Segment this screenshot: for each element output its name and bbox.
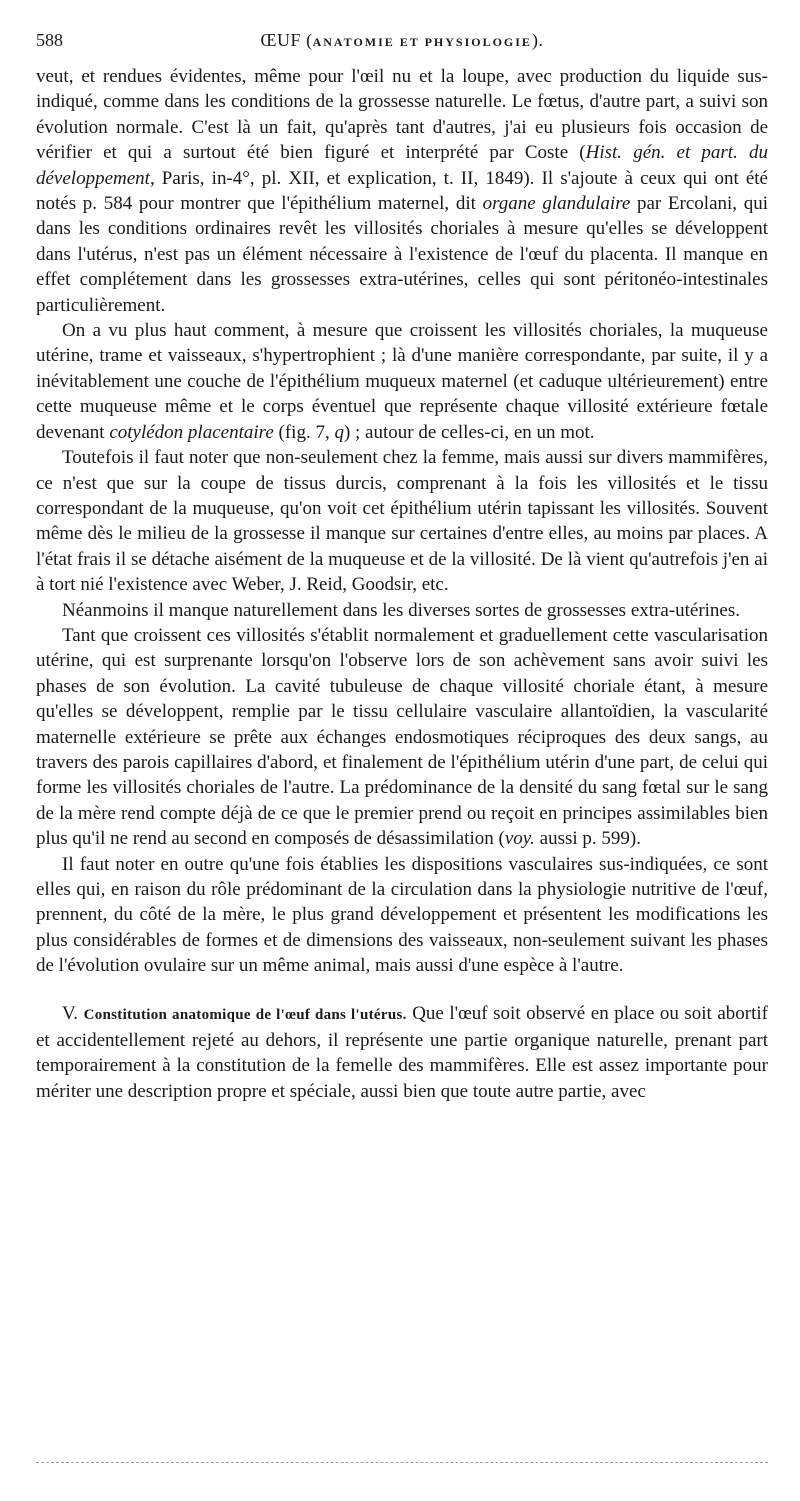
italic-run: Hist. gén. et part. du développement (36, 142, 768, 189)
text-run: Il faut noter en outre qu'une fois établies les dispositions vasculaires sus-indiquées, ce sont elles qui, en raison du rôle prédominant de la circulation dans la physiologie nutritive de l'œuf, prennent, du côté de la mère, le plus grand développement et présentent les modifications les plus considérables de formes et de dimensions des vaisseaux, non-seulement suivant les phases de l'évolution ovulaire sur un même animal, mais aussi d'une espèce à l'autre. (36, 853, 768, 977)
text-run: aussi p. 599). (534, 828, 641, 850)
page-header (36, 30, 768, 58)
text-run: Tant que croissent ces villosités s'établit normalement et graduellement cette vascularisation utérine, qui est surprenante lorsqu'on l'observe lors de son achèvement sans avoir suivi les phases de son évolution. La cavité tubuleuse de chaque villosité choriale étant, à mesure qu'elles se développent, remplie par le tissu cellulaire vasculaire allantoïdien, la vascularité maternelle extérieure se prête aux échanges endosmotiques réciproques des deux sangs, au travers des parois capillaires d'abord, et finalement de l'épithélium utérin d'une part, de celui qui forme les villosités choriales de l'autre. La prédominance de la densité du sang fœtal sur le sang de la mère rend compte déjà de ce que le premier prend ou reçoit en principes assimilables bien plus qu'il ne rend au second en composés de désassimilation ( (36, 624, 768, 850)
text-run: Néanmoins il manque naturellement dans les diverses sortes de grossesses extra-utérines. (62, 599, 741, 621)
italic-run: q (334, 421, 344, 443)
running-title (36, 30, 768, 51)
section-number: V. (62, 1002, 79, 1024)
running-title-sub: ANATOMIE ET PHYSIOLOGIE (312, 35, 532, 49)
text-run: , Paris, in-4°, pl. XII, et explication, t. II, 1849). Il s'ajoute à ceux qui ont été notés p. 584 pour montrer que l'épithélium maternel, dit (36, 167, 768, 215)
section-paragraph (36, 1001, 768, 1105)
paragraph (36, 445, 768, 597)
paragraph (36, 318, 768, 445)
section-text: Que l'œuf soit observé en place ou soit abortif et accidentellement rejeté au dehors, il représente une partie organique naturelle, prenant part temporairement à la constitution de la femelle des mammifères. Elle est assez importante pour mériter une description propre et spéciale, aussi bien que toute autre partie, avec (36, 1002, 769, 1102)
footer-rule (36, 1462, 768, 1463)
body-text (36, 64, 768, 1104)
italic-run: organe glandulaire (482, 193, 631, 215)
section-heading: Constitution anatomique de l'œuf dans l'utérus. (83, 1006, 407, 1023)
paragraph (36, 852, 768, 979)
text-run: ) ; autour de celles-ci, en un mot. (343, 421, 595, 443)
paragraph (36, 623, 768, 852)
running-title-main: ŒUF (260, 30, 302, 50)
running-title-close-paren: ). (531, 30, 544, 50)
page-number: 588 (36, 30, 63, 50)
italic-run: voy. (504, 828, 535, 850)
italic-run: cotylédon placentaire (109, 421, 274, 443)
text-run: On a vu plus haut comment, à mesure que croissent les villosités choriales, la muqueuse utérine, trame et vaisseaux, s'hypertrophient ; là d'une manière correspondante, par suite, il y a inévitablement une couche de l'épithélium muqueux maternel (et caduque ultérieurement) entre cette muqueuse même et le corps éventuel que représente chaque villosité extérieure fœtale devenant (36, 320, 768, 443)
text-run: veut, et rendues évidentes, même pour l'œil nu et la loupe, avec production du liquide sus-indiqué, comme dans les conditions de la grossesse naturelle. Le fœtus, d'autre part, a suivi son évolution normale. C'est là un fait, qu'après tant d'autres, j'ai eu plusieurs fois occasion de vérifier et qui a surtout été bien figuré et interprété par Coste ( (36, 66, 768, 164)
text-run: Toutefois il faut noter que non-seulement chez la femme, mais aussi sur divers mammifères, ce n'est que sur la coupe de tissus durcis, comprenant à la fois les villosités et le tissu correspondant de la muqueuse, qu'on voit cet épithélium utérin tapissant les villosités. Souvent même dès le milieu de la grossesse il manque sur certaines d'entre elles, au moins par places. A l'état frais il se détache aisément de la muqueuse et de la villosité. De là vient qu'autrefois j'en ai à tort nié l'existence avec Weber, J. Reid, Goodsir, etc. (36, 447, 768, 596)
text-run: par Ercolani, qui dans les conditions ordinaires revêt les villosités choriales à mesure qu'elles se développent dans l'utérus, n'est pas un élément nécessaire à l'existence de l'œuf du placenta. Il manque en effet complétement dans les grossesses extra-utérines, celles qui sont péritonéo-intestinales particulièrement. (36, 193, 768, 316)
paragraph (36, 64, 768, 318)
text-run: (fig. 7, (273, 421, 335, 443)
running-title-open-paren: ( (306, 30, 313, 50)
paragraph (36, 598, 768, 623)
